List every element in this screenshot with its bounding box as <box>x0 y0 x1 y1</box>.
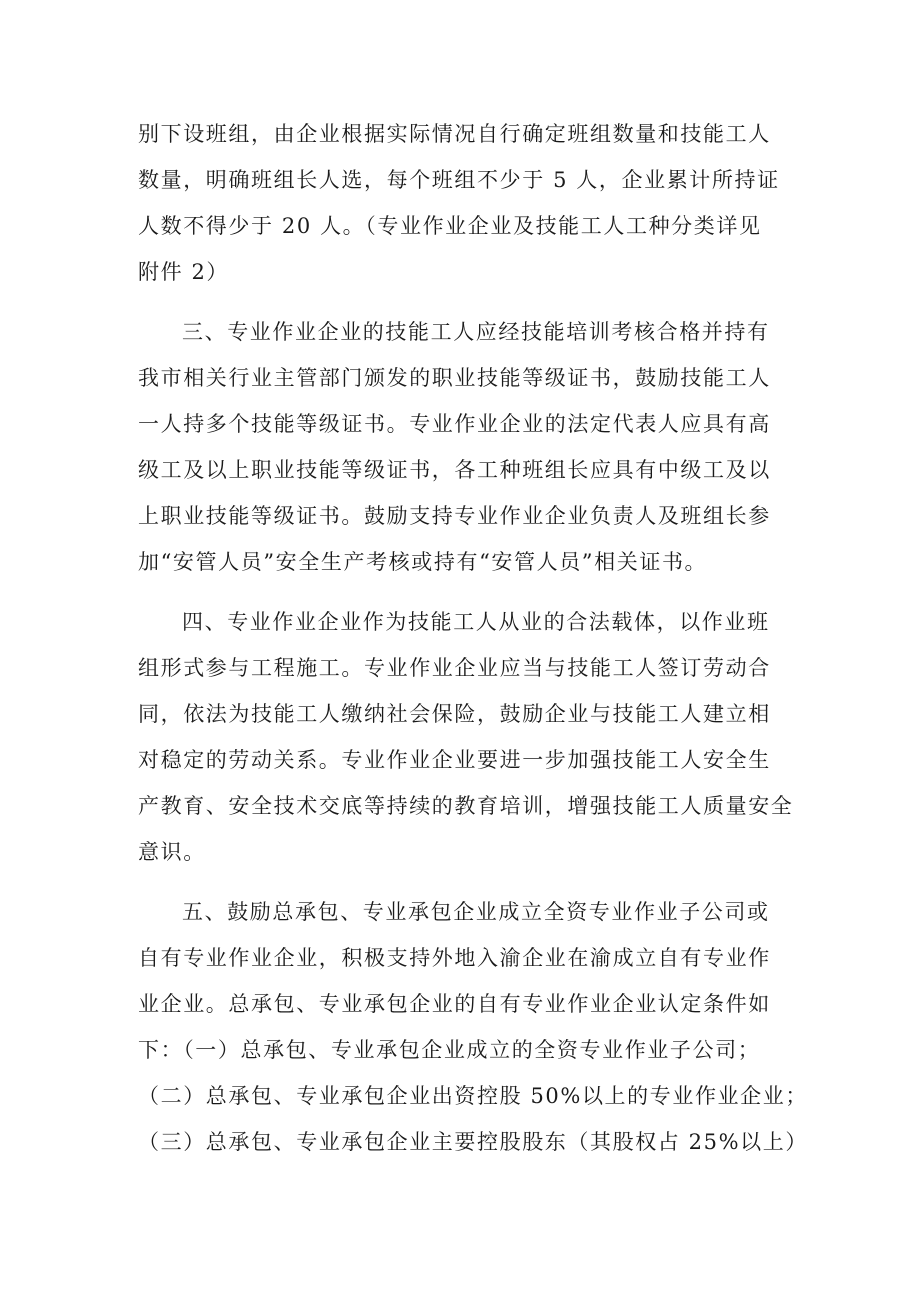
paragraph-gap <box>138 875 788 889</box>
text-line: 别下设班组，由企业根据实际情况自行确定班组数量和技能工人 <box>138 122 771 146</box>
text-line: 一人持多个技能等级证书。专业作业企业的法定代表人应具有高 <box>138 412 771 436</box>
text-line: 上职业技能等级证书。鼓励支持专业作业企业负责人及班组长参 <box>138 504 771 528</box>
text-line: （三）总承包、专业承包企业主要控股股东（其股权占 25%以上） <box>138 1130 808 1154</box>
text-line: 意识。 <box>138 840 206 864</box>
text-line: 三、专业作业企业的技能工人应经技能培训考核合格并持有 <box>182 320 770 344</box>
text-line: 加“安管人员”安全生产考核或持有“安管人员”相关证书。 <box>138 550 708 574</box>
text-line: 对稳定的劳动关系。专业作业企业要进一步加强技能工人安全生 <box>138 748 771 772</box>
paragraph-p3 <box>138 599 794 875</box>
text-line: 下：（一）总承包、专业承包企业成立的全资专业作业子公司； <box>138 1038 761 1062</box>
text-line: 业企业。总承包、专业承包企业的自有专业作业企业认定条件如 <box>138 992 771 1016</box>
paragraph-gap <box>138 585 788 599</box>
text-line: 数量，明确班组长人选，每个班组不少于 5 人，企业累计所持证 <box>138 168 780 192</box>
text-line: 自有专业作业企业，积极支持外地入渝企业在渝成立自有专业作 <box>138 946 771 970</box>
text-line: 级工及以上职业技能等级证书，各工种班组长应具有中级工及以 <box>138 458 771 482</box>
text-line: 五、鼓励总承包、专业承包企业成立全资专业作业子公司或 <box>182 900 770 924</box>
text-line: 产教育、安全技术交底等持续的教育培训，增强技能工人质量安全 <box>138 794 794 818</box>
paragraph-gap <box>138 295 788 309</box>
text-line: 同，依法为技能工人缴纳社会保险，鼓励企业与技能工人建立相 <box>138 702 771 726</box>
text-line: 人数不得少于 20 人。（专业作业企业及技能工人工种分类详见 <box>138 214 762 238</box>
text-line: 四、专业作业企业作为技能工人从业的合法载体，以作业班 <box>182 610 770 634</box>
text-line: 附件 2） <box>138 260 230 284</box>
paragraph-p2 <box>138 309 788 585</box>
paragraph-p1 <box>138 111 788 295</box>
document-page <box>138 111 808 1165</box>
paragraph-p4 <box>138 889 808 1165</box>
text-line: 组形式参与工程施工。专业作业企业应当与技能工人签订劳动合 <box>138 656 771 680</box>
text-line: （二）总承包、专业承包企业出资控股 50%以上的专业作业企业； <box>138 1084 808 1108</box>
text-line: 我市相关行业主管部门颁发的职业技能等级证书，鼓励技能工人 <box>138 366 771 390</box>
